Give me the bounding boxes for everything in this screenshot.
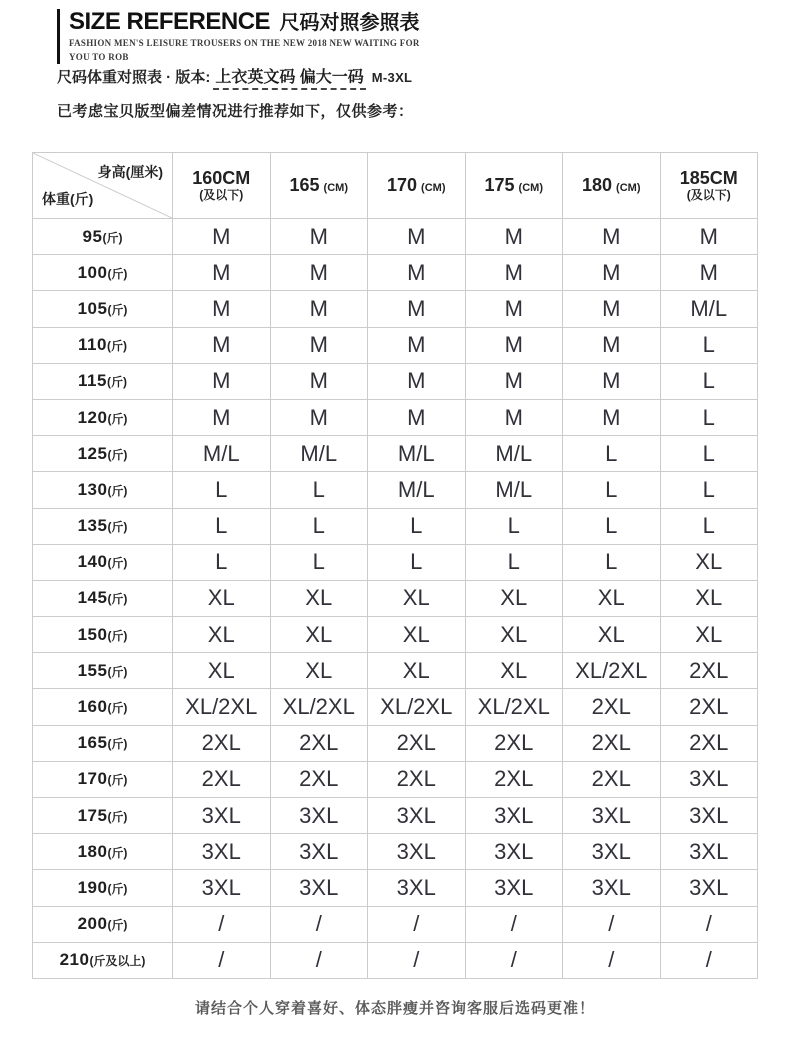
subtitle-line-2: YOU TO ROB <box>69 51 129 62</box>
size-cell: XL <box>368 653 466 689</box>
size-cell: M <box>563 291 661 327</box>
size-cell: M <box>173 255 271 291</box>
size-cell: XL/2XL <box>173 689 271 725</box>
height-unit: (CM) <box>518 182 543 194</box>
size-cell: M <box>173 219 271 255</box>
weight-unit: (斤) <box>107 845 128 860</box>
size-cell: XL <box>660 580 758 616</box>
size-cell: XL/2XL <box>270 689 368 725</box>
size-cell: 3XL <box>173 798 271 834</box>
header-text <box>69 9 420 64</box>
size-cell: 3XL <box>563 834 661 870</box>
weight-row <box>33 689 758 725</box>
weight-row <box>33 725 758 761</box>
size-cell: 2XL <box>270 761 368 797</box>
height-unit: (及以下) <box>199 188 244 203</box>
weight-label <box>33 942 173 978</box>
weight-unit: (斤) <box>107 302 128 317</box>
size-cell: 2XL <box>660 653 758 689</box>
size-cell: 3XL <box>563 870 661 906</box>
size-cell: M/L <box>465 436 563 472</box>
size-cell: / <box>660 942 758 978</box>
size-cell: L <box>368 544 466 580</box>
size-cell: M/L <box>660 291 758 327</box>
weight-row <box>33 906 758 942</box>
size-cell: 3XL <box>660 761 758 797</box>
size-cell: / <box>270 942 368 978</box>
size-cell: 2XL <box>563 725 661 761</box>
size-cell: XL/2XL <box>563 653 661 689</box>
size-cell: M <box>660 219 758 255</box>
height-unit: (及以下) <box>686 188 731 203</box>
size-cell: L <box>270 544 368 580</box>
height-column-header <box>563 153 661 219</box>
size-cell: L <box>563 436 661 472</box>
weight-label <box>33 617 173 653</box>
weight-row <box>33 798 758 834</box>
size-cell: / <box>465 942 563 978</box>
weight-value: 180 <box>77 841 108 861</box>
weight-unit: (斤) <box>107 628 128 643</box>
weight-row <box>33 834 758 870</box>
size-cell: L <box>465 508 563 544</box>
height-value: 180 <box>582 175 613 195</box>
size-cell: / <box>660 906 758 942</box>
intro-note: 已考虑宝贝版型偏差情况进行推荐如下，仅供参考： <box>57 103 414 120</box>
size-cell: M <box>368 399 466 435</box>
size-cell: L <box>563 544 661 580</box>
size-cell: L <box>660 327 758 363</box>
weight-row <box>33 653 758 689</box>
size-cell: 2XL <box>173 761 271 797</box>
size-cell: L <box>660 508 758 544</box>
size-cell: / <box>173 906 271 942</box>
size-cell: M <box>563 219 661 255</box>
size-table <box>32 152 758 979</box>
size-cell: M <box>465 363 563 399</box>
weight-row <box>33 617 758 653</box>
size-cell: XL <box>660 617 758 653</box>
weight-value: 135 <box>77 516 108 536</box>
weight-label <box>33 399 173 435</box>
weight-unit: (斤) <box>107 266 128 281</box>
weight-value: 155 <box>77 660 108 680</box>
size-range: M-3XL <box>371 70 413 85</box>
weight-label <box>33 219 173 255</box>
weight-label <box>33 472 173 508</box>
weight-row <box>33 942 758 978</box>
height-column-header <box>173 153 271 219</box>
weight-label <box>33 508 173 544</box>
weight-value: 120 <box>77 407 108 427</box>
weight-unit: (斤) <box>107 447 128 462</box>
size-cell: 3XL <box>563 798 661 834</box>
size-cell: XL <box>173 580 271 616</box>
size-cell: L <box>660 363 758 399</box>
size-cell: M <box>270 291 368 327</box>
size-cell: / <box>465 906 563 942</box>
size-cell: / <box>368 906 466 942</box>
size-cell: 2XL <box>660 725 758 761</box>
header <box>57 9 420 64</box>
size-cell: M <box>660 255 758 291</box>
height-value: 175 <box>484 175 515 195</box>
size-cell: 2XL <box>465 725 563 761</box>
corner-height-label: 身高(厘米) <box>97 164 163 180</box>
size-cell: 2XL <box>368 761 466 797</box>
size-cell: XL <box>465 653 563 689</box>
size-cell: M <box>465 399 563 435</box>
size-cell: 3XL <box>368 870 466 906</box>
size-cell: L <box>270 472 368 508</box>
size-cell: XL <box>173 617 271 653</box>
size-cell: / <box>173 942 271 978</box>
size-cell: M <box>368 327 466 363</box>
size-cell: 3XL <box>368 834 466 870</box>
size-cell: L <box>270 508 368 544</box>
size-cell: XL <box>563 580 661 616</box>
height-value: 165 <box>289 175 320 195</box>
weight-unit: (斤) <box>107 556 128 571</box>
weight-unit: (斤) <box>106 375 127 390</box>
size-cell: 3XL <box>173 870 271 906</box>
weight-label <box>33 436 173 472</box>
size-cell: M <box>563 255 661 291</box>
weight-label <box>33 327 173 363</box>
weight-label <box>33 580 173 616</box>
weight-row <box>33 472 758 508</box>
weight-unit: (斤) <box>107 411 128 426</box>
size-cell: XL/2XL <box>368 689 466 725</box>
table-header-row <box>33 153 758 219</box>
weight-label <box>33 291 173 327</box>
weight-value: 160 <box>77 697 108 717</box>
version-value: 上衣英文码 偏大一码 <box>213 64 365 90</box>
size-cell: M <box>270 327 368 363</box>
weight-unit: (斤) <box>107 918 128 933</box>
size-cell: M <box>368 363 466 399</box>
size-cell: 3XL <box>270 834 368 870</box>
height-value: 160CM <box>192 168 251 189</box>
corner-weight-label: 体重(斤) <box>42 191 94 207</box>
size-cell: M <box>465 327 563 363</box>
size-cell: M <box>563 363 661 399</box>
weight-value: 125 <box>77 443 108 463</box>
size-cell: L <box>173 472 271 508</box>
weight-unit: (斤) <box>107 773 128 788</box>
intro-section <box>57 64 414 121</box>
height-value: 185CM <box>679 168 738 189</box>
page-title <box>69 9 420 34</box>
weight-row <box>33 219 758 255</box>
weight-value: 200 <box>77 914 108 934</box>
size-cell: M/L <box>173 436 271 472</box>
size-cell: 3XL <box>173 834 271 870</box>
size-cell: 2XL <box>465 761 563 797</box>
footer-note: 请结合个人穿着喜好、体态胖瘦并咨询客服后选码更准！ <box>194 1000 595 1017</box>
height-column-header <box>270 153 368 219</box>
size-cell: / <box>270 906 368 942</box>
size-cell: L <box>563 472 661 508</box>
weight-label <box>33 834 173 870</box>
size-cell: XL <box>368 580 466 616</box>
size-cell: 3XL <box>270 870 368 906</box>
size-cell: 2XL <box>563 761 661 797</box>
weight-value: 105 <box>77 298 108 318</box>
title-english: SIZE REFERENCE <box>69 8 271 35</box>
weight-row <box>33 761 758 797</box>
weight-label <box>33 906 173 942</box>
size-cell: M <box>270 363 368 399</box>
size-cell: / <box>368 942 466 978</box>
size-cell: 2XL <box>270 725 368 761</box>
weight-row <box>33 291 758 327</box>
weight-value: 165 <box>77 733 108 753</box>
size-cell: 2XL <box>660 689 758 725</box>
weight-value: 145 <box>77 588 108 608</box>
height-column-header <box>465 153 563 219</box>
weight-value: 175 <box>77 805 108 825</box>
size-cell: L <box>563 508 661 544</box>
size-cell: XL <box>465 580 563 616</box>
weight-row <box>33 870 758 906</box>
size-cell: M/L <box>368 436 466 472</box>
size-cell: L <box>660 436 758 472</box>
size-cell: 3XL <box>368 798 466 834</box>
weight-value: 170 <box>77 769 108 789</box>
size-cell: M <box>465 291 563 327</box>
size-cell: M <box>368 291 466 327</box>
size-cell: M <box>173 363 271 399</box>
weight-row <box>33 436 758 472</box>
size-cell: M/L <box>465 472 563 508</box>
weight-row <box>33 327 758 363</box>
height-unit: (CM) <box>421 182 446 194</box>
weight-label <box>33 761 173 797</box>
weight-unit: (斤) <box>106 339 127 354</box>
height-unit: (CM) <box>616 182 641 194</box>
weight-label <box>33 653 173 689</box>
weight-unit: (斤) <box>107 809 128 824</box>
weight-unit: (斤) <box>107 881 128 896</box>
size-cell: 3XL <box>270 798 368 834</box>
weight-row <box>33 544 758 580</box>
size-cell: L <box>465 544 563 580</box>
weight-value: 100 <box>77 262 108 282</box>
weight-value: 115 <box>78 371 107 391</box>
size-cell: 3XL <box>660 798 758 834</box>
version-label: 尺码体重对照表 · 版本: <box>57 69 211 86</box>
weight-unit: (斤) <box>107 664 128 679</box>
height-unit: (CM) <box>323 182 348 194</box>
weight-unit: (斤) <box>107 592 128 607</box>
weight-row <box>33 255 758 291</box>
height-column-header <box>660 153 758 219</box>
subtitle-line-1: FASHION MEN'S LEISURE TROUSERS ON THE NEW 2018 NEW WAITING FOR <box>69 38 420 49</box>
size-cell: M <box>270 219 368 255</box>
size-cell: 3XL <box>660 834 758 870</box>
weight-unit: (斤) <box>107 701 128 716</box>
size-cell: / <box>563 906 661 942</box>
weight-label <box>33 725 173 761</box>
table-body <box>33 219 758 979</box>
size-cell: XL <box>465 617 563 653</box>
size-cell: / <box>563 942 661 978</box>
weight-unit: (斤) <box>107 737 128 752</box>
size-cell: 3XL <box>465 834 563 870</box>
size-cell: M/L <box>368 472 466 508</box>
size-cell: M <box>173 327 271 363</box>
weight-row <box>33 508 758 544</box>
size-cell: 3XL <box>660 870 758 906</box>
weight-value: 110 <box>78 335 107 355</box>
corner-cell <box>33 153 173 219</box>
size-cell: M <box>173 399 271 435</box>
weight-value: 150 <box>77 624 108 644</box>
size-cell: M <box>270 399 368 435</box>
weight-unit: (斤及以上) <box>89 954 146 969</box>
weight-row <box>33 363 758 399</box>
size-cell: XL <box>660 544 758 580</box>
weight-row <box>33 580 758 616</box>
weight-value: 210 <box>59 950 90 970</box>
size-cell: M <box>563 327 661 363</box>
size-cell: M <box>563 399 661 435</box>
size-cell: L <box>660 399 758 435</box>
size-cell: XL <box>270 617 368 653</box>
size-cell: M <box>173 291 271 327</box>
weight-label <box>33 870 173 906</box>
size-cell: M <box>270 255 368 291</box>
header-accent-bar <box>57 9 60 64</box>
weight-unit: (斤) <box>107 520 128 535</box>
weight-row <box>33 399 758 435</box>
size-cell: 2XL <box>368 725 466 761</box>
size-cell: XL <box>173 653 271 689</box>
version-line <box>57 64 414 90</box>
weight-label <box>33 798 173 834</box>
weight-unit: (斤) <box>102 230 123 245</box>
weight-label <box>33 689 173 725</box>
header-subtitle <box>69 37 420 64</box>
weight-label <box>33 363 173 399</box>
height-column-header <box>368 153 466 219</box>
size-cell: XL <box>563 617 661 653</box>
size-cell: 3XL <box>465 870 563 906</box>
size-cell: 2XL <box>173 725 271 761</box>
size-cell: 2XL <box>563 689 661 725</box>
size-cell: M <box>368 219 466 255</box>
weight-label <box>33 255 173 291</box>
size-cell: M <box>465 219 563 255</box>
weight-label <box>33 544 173 580</box>
size-cell: M/L <box>270 436 368 472</box>
size-cell: L <box>368 508 466 544</box>
size-cell: M <box>368 255 466 291</box>
size-cell: M <box>465 255 563 291</box>
size-cell: XL <box>270 580 368 616</box>
size-cell: L <box>173 544 271 580</box>
weight-value: 95 <box>82 226 103 246</box>
size-cell: XL <box>368 617 466 653</box>
size-cell: L <box>173 508 271 544</box>
size-cell: 3XL <box>465 798 563 834</box>
weight-value: 130 <box>77 479 108 499</box>
size-cell: XL/2XL <box>465 689 563 725</box>
weight-value: 190 <box>77 877 108 897</box>
size-cell: XL <box>270 653 368 689</box>
weight-value: 140 <box>77 552 108 572</box>
weight-unit: (斤) <box>107 483 128 498</box>
size-cell: L <box>660 472 758 508</box>
height-value: 170 <box>387 175 418 195</box>
title-chinese: 尺码对照参照表 <box>279 12 420 34</box>
